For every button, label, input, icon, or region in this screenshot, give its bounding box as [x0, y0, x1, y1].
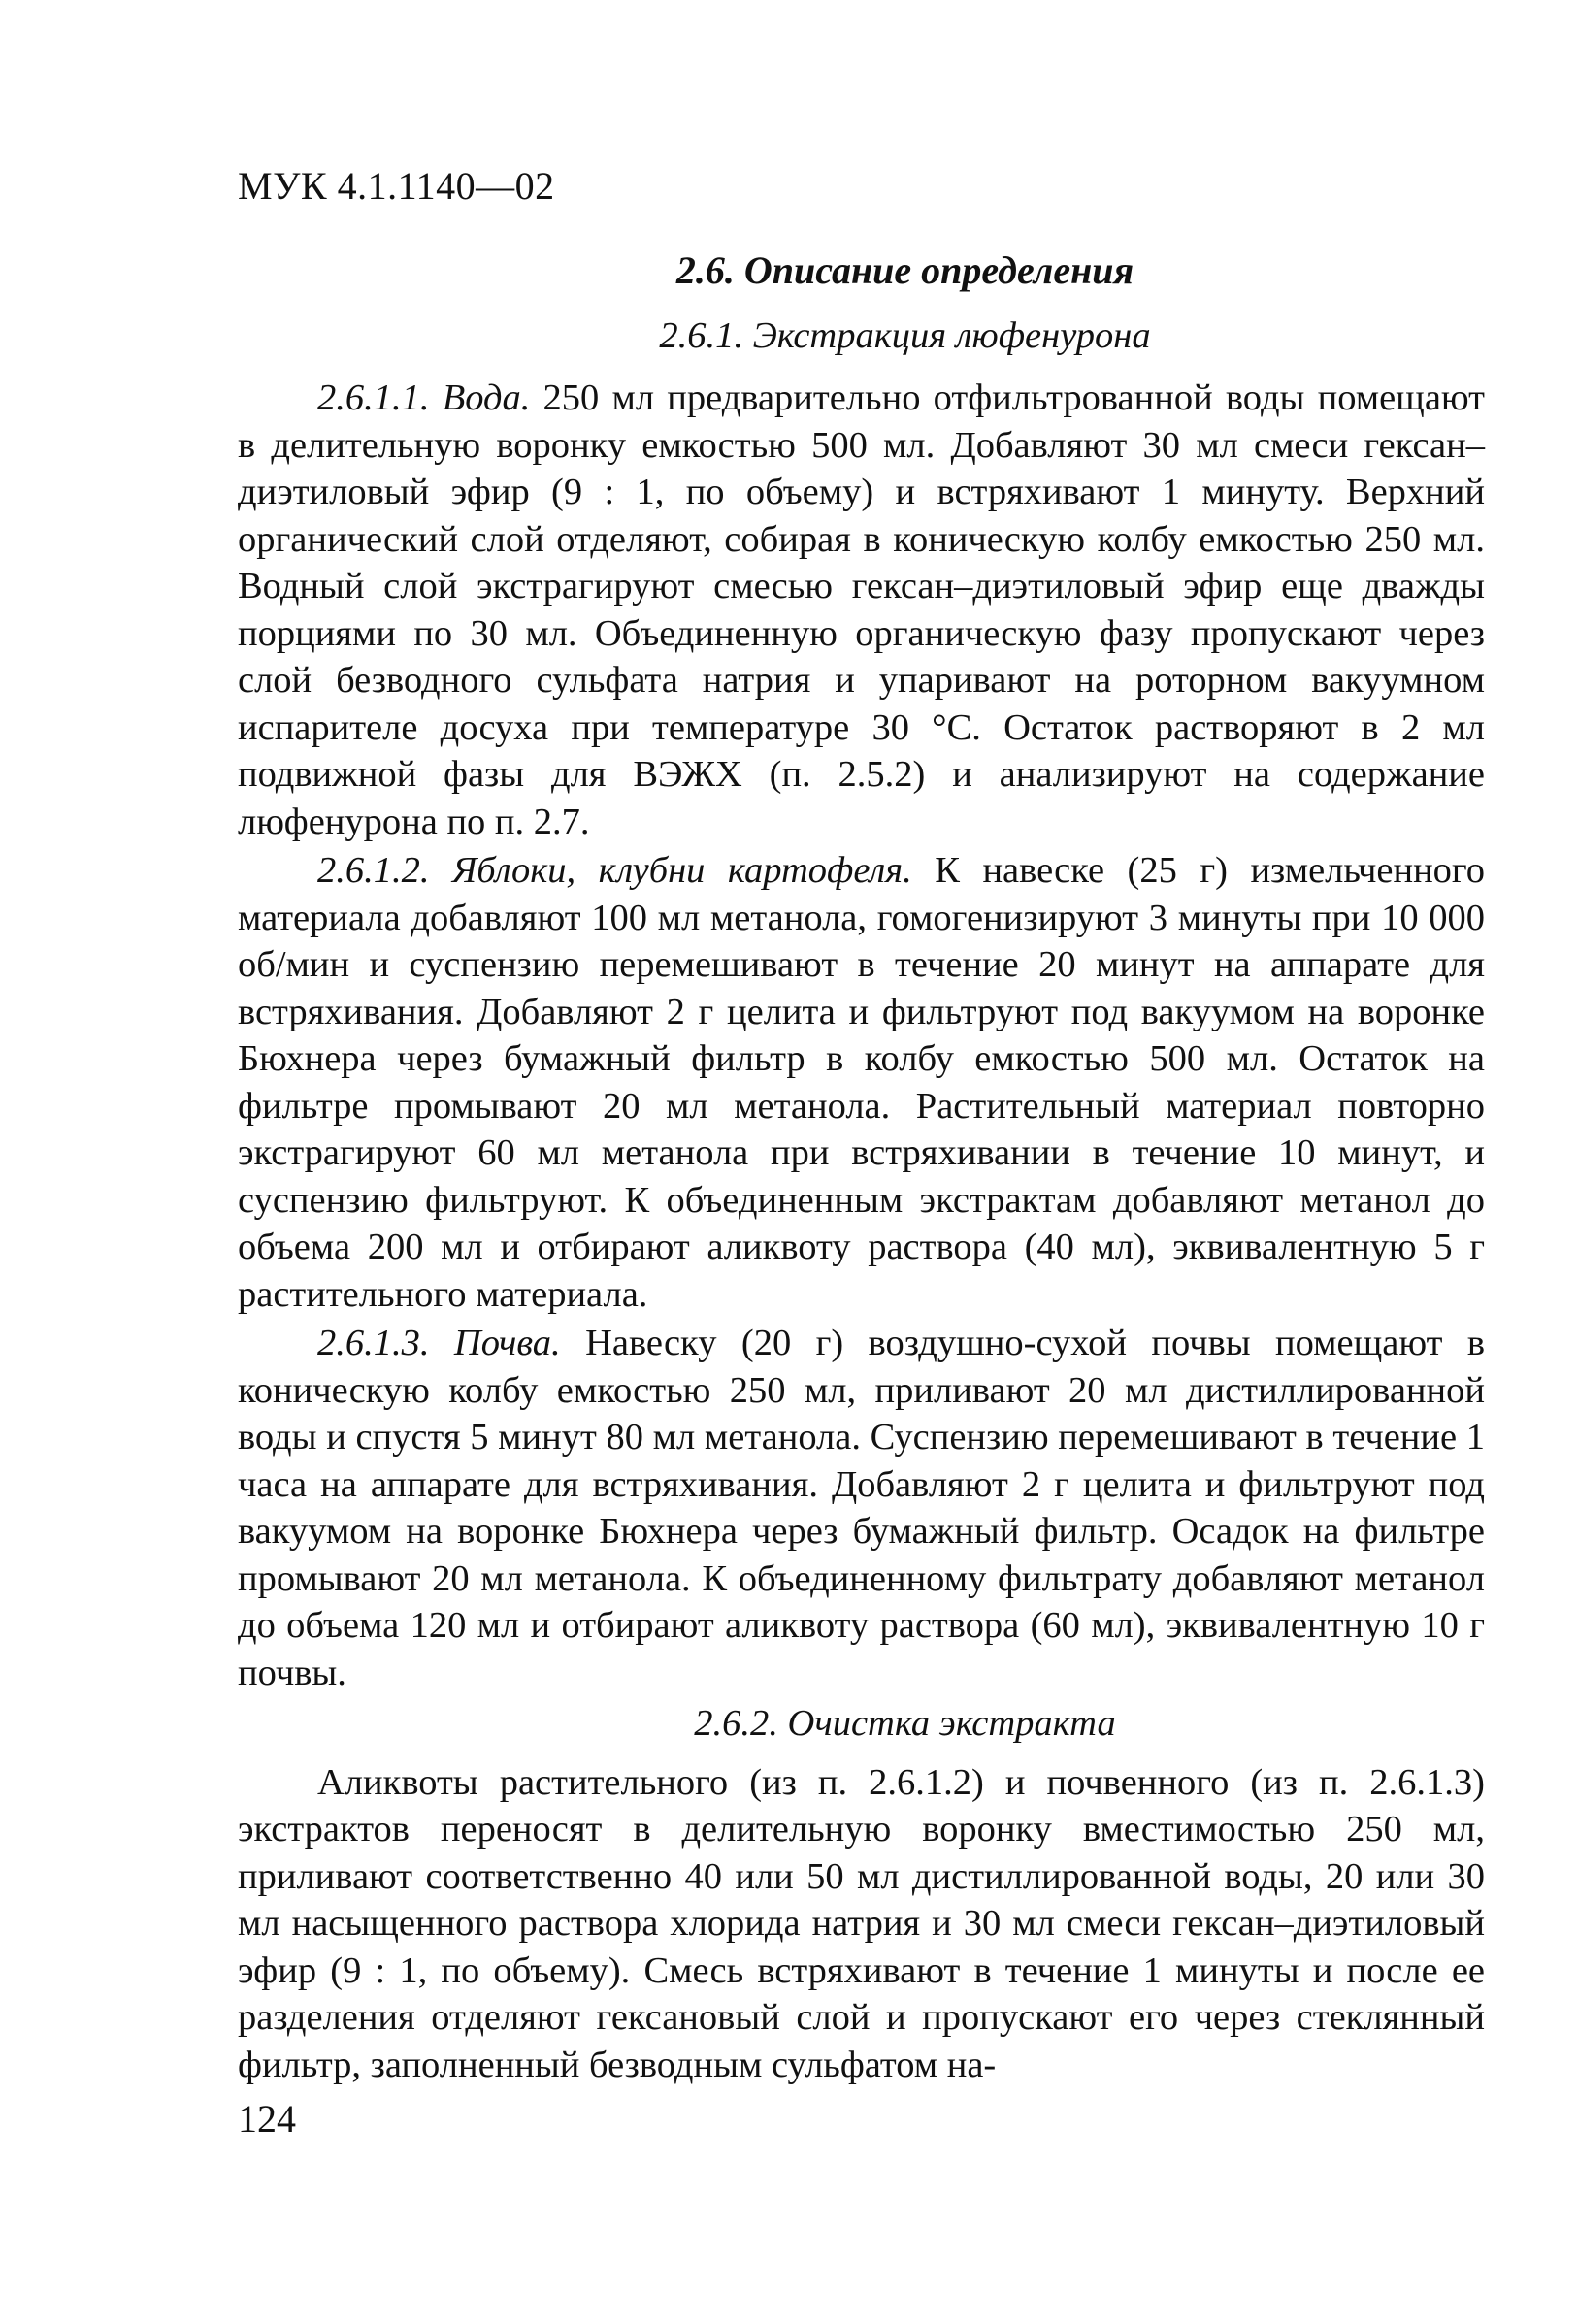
paragraph-text: Навеску (20 г) воздушно-сухой почвы помещают в коническую колбу емкостью 250 мл, приливают 20 мл дистиллированной воды и спустя 5 минут 80 мл метанола. Суспензию перемешивают в течение 1 часа на аппарате для встряхивания. Добавляют 2 г целита и фильтруют под вакуумом на воронке Бюхнера через бумажный фильтр. Осадок на фильтре промывают 20 мл метанола. К объединенному фильтрату добавляют метанол до объема 120 мл и отбирают аликвоту раствора (60 мл), эквивалентную 10 г почвы.	[238, 1323, 1485, 1693]
paragraph-soil	[238, 1320, 1485, 1696]
document-header: МУК 4.1.1140—02	[238, 164, 555, 208]
page-content	[238, 247, 1485, 2088]
paragraph-lead: 2.6.1.1. Вода.	[317, 377, 531, 418]
paragraph-text: К навеске (25 г) измельченного материала добавляют 100 мл метанола, гомогенизируют 3 минуты при 10 000 об/мин и суспензию перемешивают в течение 20 минут на аппарате для встряхивания. Добавляют 2 г целита и фильтруют под вакуумом на воронке Бюхнера через бумажный фильтр в колбу емкостью 500 мл. Остаток на фильтре промывают 20 мл метанола. Растительный материал повторно экстрагируют 60 мл метанола при встряхивании в течение 10 минут, и суспензию фильтруют. К объединенным экстрактам добавляют метанол до объема 200 мл и отбирают аликвоту раствора (40 мл), эквивалентную 5 г растительного материала.	[238, 850, 1486, 1315]
paragraph-apples-potatoes	[238, 847, 1485, 1318]
subsection-title-cleanup: 2.6.2. Очистка экстракта	[694, 1703, 1116, 1744]
paragraph-cleanup: Аликвоты растительного (из п. 2.6.1.2) и почвенного (из п. 2.6.1.3) экстрактов переносят в делительную воронку вместимостью 250 мл, приливают соответственно 40 или 50 мл дистиллированной воды, 20 или 30 мл насыщенного раствора хлорида натрия и 30 мл смеси гексан–диэтиловый эфир (9 : 1, по объему). Смесь встряхивают в течение 1 минуты и после ее разделения отделяют гексановый слой и пропускают его через стеклянный фильтр, заполненный безводным сульфатом на-	[238, 1761, 1485, 2085]
paragraph-lead: 2.6.1.3. Почва.	[317, 1323, 561, 1363]
paragraph-text: 250 мл предварительно отфильтрованной воды помещают в делительную воронку емкостью 500 мл. Добавляют 30 мл смеси гексан–диэтиловый эфир (9 : 1, по объему) и встряхивают 1 минуту. Верхний органический слой отделяют, собирая в коническую колбу емкостью 250 мл. Водный слой экстрагируют смесью гексан–диэтиловый эфир еще дважды порциями по 30 мл. Объединенную органическую фазу пропускают через слой безводного сульфата натрия и упаривают на роторном вакуумном испарителе досуха при температуре 30 °С. Остаток растворяют в 2 мл подвижной фазы для ВЭЖХ (п. 2.5.2) и анализируют на содержание люфенурона по п. 2.7.	[238, 377, 1485, 842]
page-number: 124	[238, 2097, 296, 2141]
section-title: 2.6. Описание определения	[675, 248, 1134, 292]
paragraph-water	[238, 375, 1485, 845]
subsection-title-extraction: 2.6.1. Экстракция люфенурона	[659, 314, 1151, 356]
paragraph-lead: 2.6.1.2. Яблоки, клубни картофеля.	[317, 850, 912, 891]
